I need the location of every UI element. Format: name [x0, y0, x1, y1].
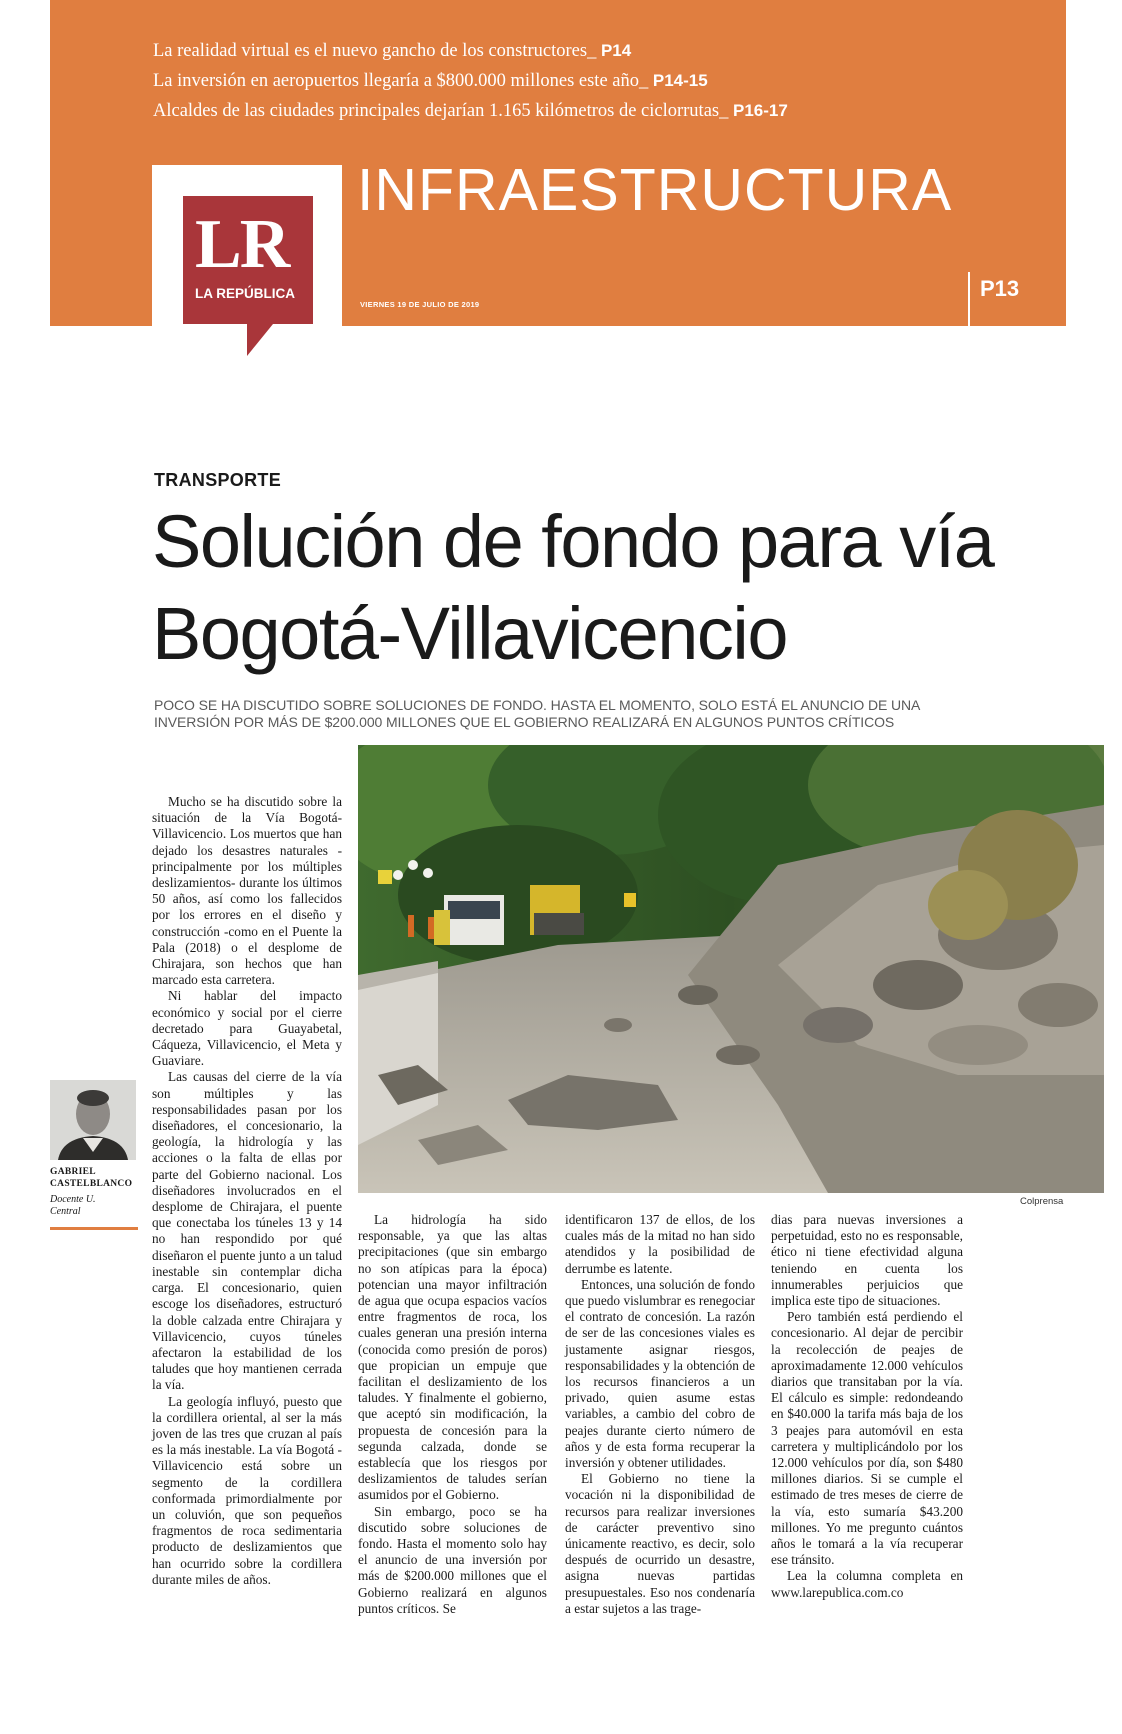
paragraph: La hidrología ha sido responsable, ya que las altas precipitaciones (que sin embargo no son atípicas para la época) potencian una mayor infiltración de agua que ocupa espacios vacíos entre fragmentos de roca, los cuales generan una presión interna (conocida como presión de poros) que propician un empuje que facilitan el deslizamiento de los taludes. Y finalmente el gobierno, que aceptó sin modificación, la propuesta de concesión para la segunda calzada, donde se establecía que los riesgos por deslizamientos de taludes serían asumidos por el Gobierno. — [358, 1212, 547, 1503]
paragraph: Entonces, una solución de fondo que puedo vislumbrar es renegociar el contrato de concesión. La razón de ser de las concesiones viales es justamente asignar riesgos, responsabilidades y la obtención de los recursos financieros a un privado, quien asume estas variables, a cambio del cobro de peajes durante cierto número de años y de esta forma recuperar la inversión y obtener utilidades. — [565, 1276, 755, 1471]
paragraph: Sin embargo, poco se ha discutido sobre soluciones de fondo. Hasta el momento solo hay el anuncio de una inversión por más de $200.000 millones que el Gobierno realizará en algunos puntos críticos. Se — [358, 1503, 547, 1616]
author-first-name: GABRIEL — [50, 1167, 96, 1177]
teaser-page: P16-17 — [733, 101, 788, 120]
teaser-text: Alcaldes de las ciudades principales dejarían 1.165 kilómetros de ciclorrutas_ — [153, 101, 733, 121]
issue-date: VIERNES 19 DE JULIO DE 2019 — [360, 300, 480, 309]
author-name — [50, 1166, 132, 1190]
paragraph: identificaron 137 de ellos, de los cuales más de la mitad no han sido atendidos y la posibilidad de derrumbe es latente. — [565, 1212, 755, 1276]
article-column-4 — [771, 1212, 963, 1601]
logo-speech-tail — [247, 324, 273, 356]
paragraph: Ni hablar del impacto económico y social por el cierre decretado para Guayabetal, Cáqueza, Villavicencio, el Meta y Guaviare. — [152, 988, 342, 1069]
article-kicker: TRANSPORTE — [154, 470, 282, 490]
teaser-text: La inversión en aeropuertos llegaría a $800.000 millones este año_ — [153, 71, 653, 91]
teaser-text: La realidad virtual es el nuevo gancho de los constructores_ — [153, 41, 601, 61]
author-divider — [50, 1227, 138, 1230]
paragraph: Las causas del cierre de la vía son múltiples y las responsabilidades pasan por los diseñadores, el concesionario, la geología, la hidrología y las acciones o la falta de ellas por parte del Gobierno nacional. Los diseñadores involucrados en el desplome de Chirajara, el puente que conectaba los túneles 13 y 14 no han respondido por qué diseñaron el puente junto a un talud inestable sin contemplar dicha carga. El concesionario, quien escoge los diseñadores, estructuró la doble calzada entre Chirajara y Villavicencio, cuyos túneles afectaron la estabilidad de los taludes que hoy mantienen cerrada la vía. — [152, 1069, 342, 1393]
article-deck: POCO SE HA DISCUTIDO SOBRE SOLUCIONES DE FONDO. HASTA EL MOMENTO, SOLO ESTÁ EL ANUNCIO DE UNA INVERSIÓN POR MÁS DE $200.000 MILLONES QUE EL GOBIERNO REALIZARÁ EN ALGUNOS PUNTOS CRÍTICOS — [154, 697, 920, 730]
read-more-link[interactable]: Lea la columna completa en www.larepublica.com.co — [771, 1568, 963, 1600]
author-role-line: Docente U. — [50, 1194, 96, 1205]
teaser-item[interactable] — [153, 36, 788, 66]
section-title: INFRAESTRUCTURA — [357, 157, 953, 223]
teaser-item[interactable] — [153, 96, 788, 126]
article-column-3 — [565, 1212, 755, 1617]
paragraph: Mucho se ha discutido sobre la situación de la Vía Bogotá-Villavicencio. Los muertos que han dejado los desastres naturales -principalmente por los múltiples deslizamientos- durante los últimos 50 años, así como los fallecidos por los errores en el diseño y construcción -como en el Puente la Pala (2018) o el desplome de Chirajara, son hechos que han marcado esta carretera. — [152, 794, 342, 988]
article-column-1 — [152, 794, 342, 1588]
photo-credit: Colprensa — [1020, 1196, 1064, 1207]
paragraph: La geología influyó, puesto que la cordillera oriental, al ser la más joven de las tres que cruzan al país es la más inestable. La vía Bogotá - Villavicencio está sobre un segmento de la cordillera conformada primordialmente por un coluvión, que son pequeños fragmentos de roca sedimentaria producto de deslizamientos que han ocurrido sobre la cordillera durante miles de años. — [152, 1393, 342, 1587]
article-column-2 — [358, 1212, 547, 1617]
author-role-line: Central — [50, 1206, 81, 1217]
page-number: P13 — [968, 272, 1019, 326]
landslide-photo — [358, 745, 1104, 1193]
teaser-page: P14-15 — [652, 71, 708, 90]
la-republica-logo[interactable] — [183, 196, 313, 324]
teaser-item[interactable] — [153, 66, 788, 96]
paragraph: dias para nuevas inversiones a perpetuidad, esto no es responsable, ético ni tiene efectividad alguna teniendo en cuenta los innumerables perjuicios que implica este tipo de situaciones. — [771, 1212, 963, 1309]
author-last-name: CASTELBLANCO — [50, 1179, 133, 1189]
paragraph: Pero también está perdiendo el concesionario. Al dejar de percibir la recolección de peajes de aproximadamente 12.000 vehículos diarios que transitaban por la vía. El cálculo es simple: redondeando en $40.000 la tarifa más baja de los 3 peajes para automóvil en esta carretera y multiplicándolo por los 12.000 vehículos por día, son $480 millones diarios. Si se cumple el estimado de tres meses de cierre de la vía, esto sumaría $43.200 millones. Yo me pregunto cuántos años le tomará a la vía recuperar ese tránsito. — [771, 1309, 963, 1568]
logo-letters: LR — [195, 206, 289, 283]
author-role — [50, 1194, 96, 1218]
author-avatar — [50, 1080, 136, 1160]
teaser-page: P14 — [600, 41, 632, 60]
logo-name: LA REPÚBLICA — [195, 286, 295, 301]
paragraph: El Gobierno no tiene la vocación ni la disponibilidad de recursos para realizar inversiones de carácter preventivo sino únicamente reactivo, es decir, solo después de ocurrido un desastre, asigna nuevas partidas presupuestales. Eso nos condenaría a estar sujetos a las trage- — [565, 1471, 755, 1616]
teaser-list — [153, 36, 788, 126]
article-headline: Solución de fondo para vía Bogotá-Villavicencio — [152, 500, 994, 675]
